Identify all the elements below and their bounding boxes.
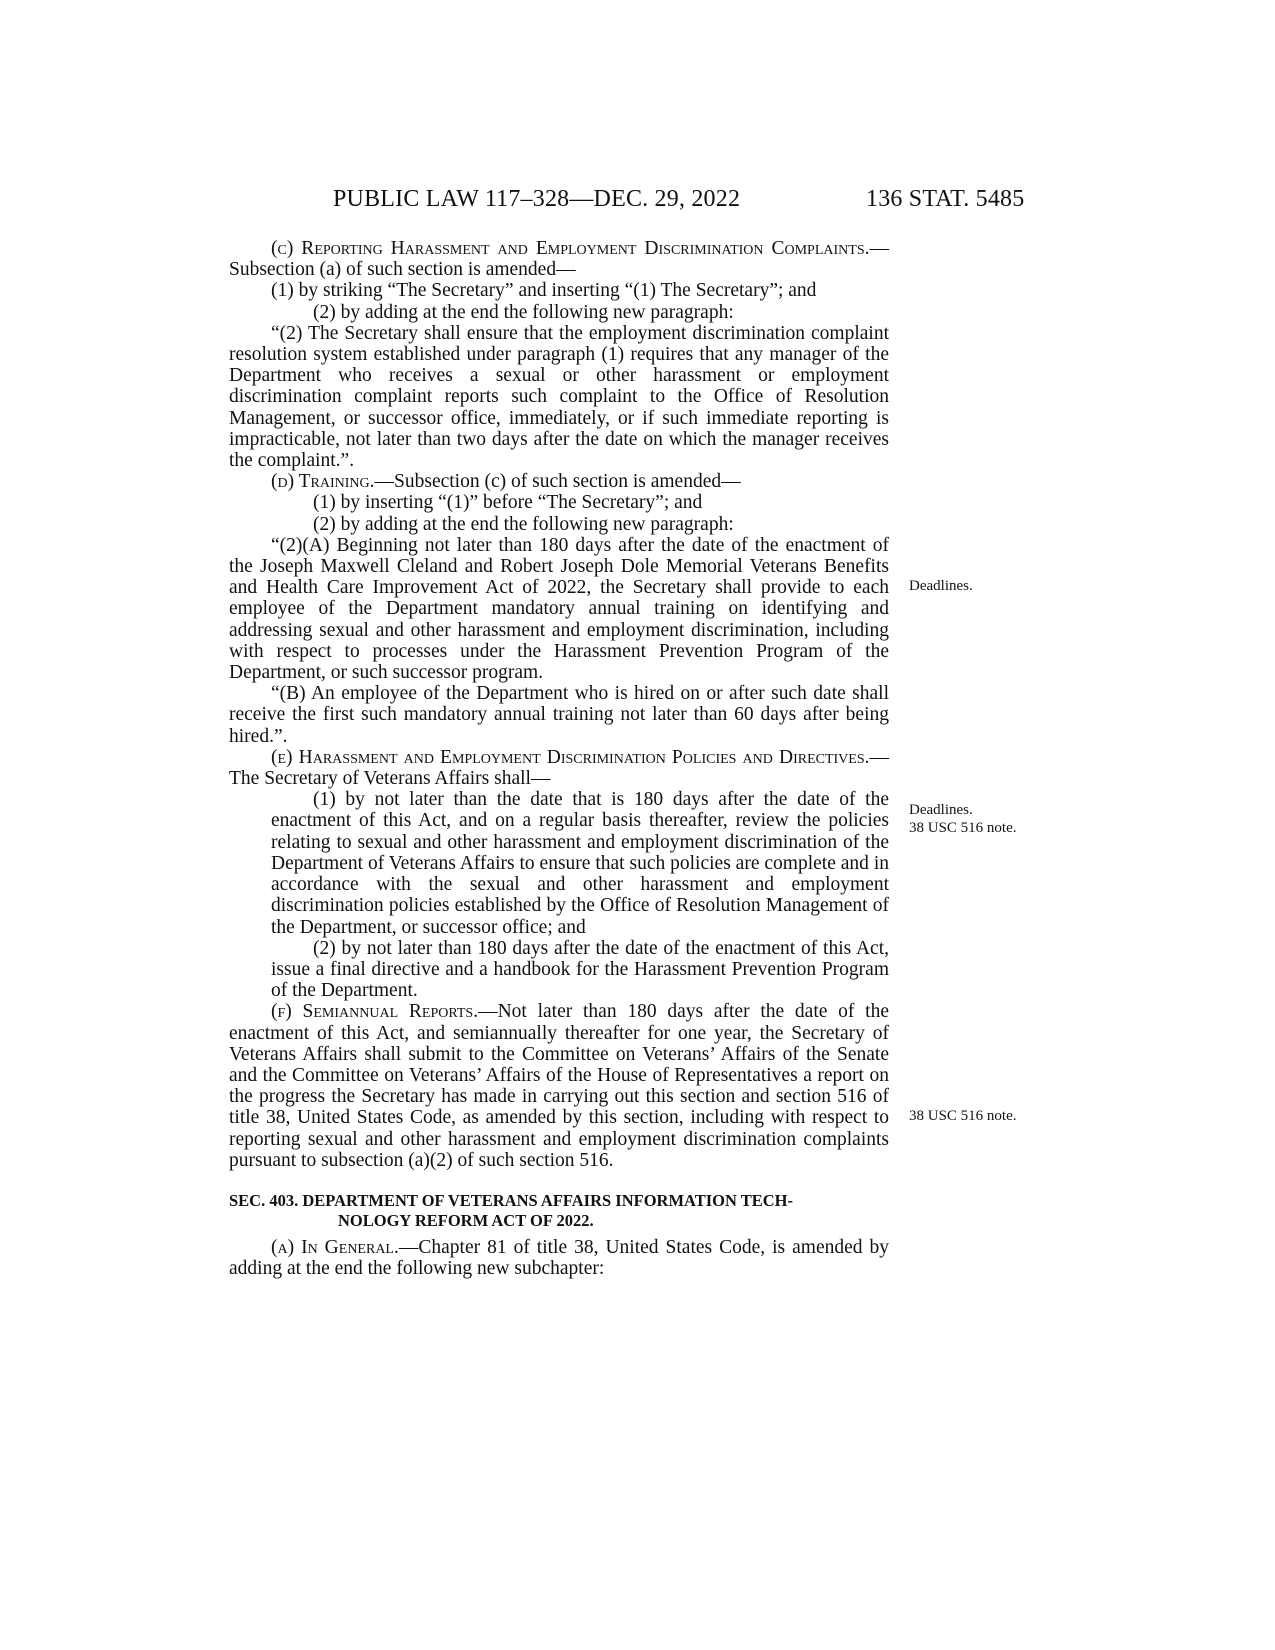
subsection-403a [229, 1237, 889, 1279]
margin-note-deadlines-2 [909, 801, 1017, 837]
section-403-heading [229, 1191, 889, 1231]
margin-note-text: 38 USC 516 note. [909, 1108, 1017, 1124]
margin-note-text: Deadlines. [909, 578, 973, 594]
paragraph-e1: (1) by not later than the date that is 180 days after the date of the enactment of this Act, and on a regular basis thereafter, review the policies relating to sexual and other harassment and employment discrimination of the Department of Veterans Affairs to ensure that such policies are complete and in accordance with the sexual and other harassment and employment discrimination policies established by the Office of Resolution Management of the Department, or successor office; and [271, 789, 889, 938]
paragraph-d1: (1) by inserting “(1)” before “The Secretary”; and [313, 492, 703, 514]
subsection-c-text: —Subsection (a) of such section is amended— [229, 238, 889, 281]
paragraph-c1: (1) by striking “The Secretary” and inserting “(1) The Secretary”; and [271, 280, 817, 302]
margin-note-text: Deadlines. [909, 802, 973, 818]
margin-note-text: 38 USC 516 note. [909, 820, 1017, 836]
quoted-paragraph-d2b: “(B) An employee of the Department who is hired on or after such date shall receive the first such mandatory annual training not later than 60 days after being hired.”. [229, 683, 889, 747]
margin-note-usc [909, 1107, 1017, 1125]
paragraph-e2: (2) by not later than 180 days after the date of the enactment of this Act, issue a final directive and a handbook for the Harassment Prevention Program of the Department. [271, 937, 889, 1002]
subsection-f [229, 1001, 889, 1171]
section-heading-line2: NOLOGY REFORM ACT OF 2022. [338, 1210, 594, 1230]
margin-note-deadlines-1 [909, 577, 973, 595]
section-heading-line1: SEC. 403. DEPARTMENT OF VETERANS AFFAIRS INFORMATION TECH- [229, 1190, 793, 1210]
subsection-403a-heading: (a) In General. [271, 1236, 399, 1258]
subsection-d [229, 471, 889, 492]
subsection-403a-text: —Chapter 81 of title 38, United States Code, is amended by adding at the end the following new subchapter: [229, 1236, 890, 1280]
paragraph-d2: (2) by adding at the end the following new paragraph: [313, 513, 734, 535]
running-header-title: PUBLIC LAW 117–328—DEC. 29, 2022 [333, 186, 741, 212]
subsection-e [229, 747, 889, 789]
subsection-c [229, 238, 889, 280]
running-header-stat-page: 136 STAT. 5485 [866, 186, 1025, 212]
body-text [229, 238, 889, 1279]
subsection-e-text: —The Secretary of Veterans Affairs shall— [229, 746, 889, 790]
subsection-f-text: —Not later than 180 days after the date of the enactment of this Act, and semiannually thereafter for one year, the Secretary of Veterans Affairs shall submit to the Committee on Veterans’ Affairs of the Senate and the Committee on Veterans’ Affairs of the House of Representatives a report on the progress the Secretary has made in carrying out this section and section 516 of title 38, United States Code, as amended by this section, including with respect to reporting sexual and other harassment and employment discrimination complaints pursuant to subsection (a)(2) of such section 516. [229, 1001, 889, 1171]
subsection-d-heading: (d) Training. [271, 471, 375, 493]
quoted-paragraph-d2a: “(2)(A) Beginning not later than 180 days after the date of the enactment of the Joseph Maxwell Cleland and Robert Joseph Dole Memorial Veterans Benefits and Health Care Improvement Act of 2022, the Secretary shall provide to each employee of the Department mandatory annual training on identifying and addressing sexual and other harassment and employment discrimination, including with respect to processes under the Harassment Prevention Program of the Department, or such successor program. [229, 534, 889, 684]
subsection-f-heading: (f) Semiannual Reports. [271, 1001, 479, 1023]
subsection-e-heading: (e) Harassment and Employment Discrimination Policies and Directives. [271, 746, 870, 768]
paragraph-c2: (2) by adding at the end the following new paragraph: [313, 301, 734, 323]
subsection-d-text: —Subsection (c) of such section is amended— [374, 471, 741, 493]
quoted-paragraph-c2: “(2) The Secretary shall ensure that the employment discrimination complaint resolution system established under paragraph (1) requires that any manager of the Department who receives a sexual or other harassment or employment discrimination complaint reports such complaint to the Office of Resolution Management, or successor office, immediately, or if such immediate reporting is impracticable, not later than two days after the date on which the manager receives the complaint.”. [229, 322, 889, 472]
subsection-c-heading: (c) Reporting Harassment and Employment Discrimination Complaints. [271, 238, 870, 259]
